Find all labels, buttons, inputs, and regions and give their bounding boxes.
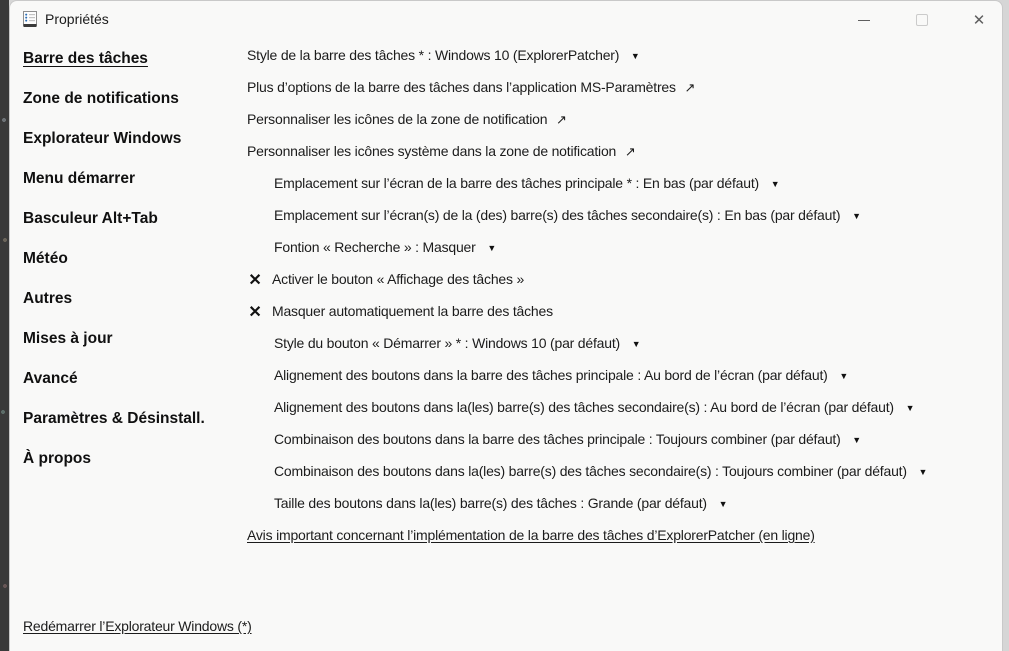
setting-value: En bas (par défaut)	[724, 207, 841, 223]
setting-label: Fontion « Recherche » :	[274, 239, 419, 255]
link-label: Personnaliser les icônes de la zone de notification	[247, 111, 548, 127]
setting-value: Toujours combiner (par défaut)	[655, 431, 841, 447]
dropdown-secondary-taskbar-location[interactable]	[247, 199, 1003, 231]
cross-icon: ✕	[248, 304, 262, 321]
setting-label: Taille des boutons dans la(les) barre(s) des tâches :	[274, 495, 585, 511]
external-link-icon: ↗	[556, 112, 567, 127]
setting-label: Emplacement sur l’écran de la barre des tâches principale * :	[274, 175, 640, 191]
setting-label: Alignement des boutons dans la(les) barre(s) des tâches secondaire(s) :	[274, 399, 708, 415]
dropdown-taskbar-button-size[interactable]	[247, 487, 1003, 519]
window-title: Propriétés	[45, 11, 109, 27]
link-label: Personnaliser les icônes système dans la zone de notification	[247, 143, 617, 159]
setting-value: Au bord de l’écran (par défaut)	[643, 367, 828, 383]
sidebar-item-avance[interactable]: Avancé	[23, 370, 78, 387]
title-bar[interactable]	[10, 1, 1002, 39]
setting-value: Grande (par défaut)	[587, 495, 707, 511]
maximize-button[interactable]	[907, 5, 937, 35]
settings-panel	[247, 39, 1003, 551]
external-link-icon: ↗	[684, 80, 696, 95]
chevron-down-icon: ▼	[852, 435, 861, 445]
setting-value: Windows 10 (par défaut)	[472, 335, 620, 351]
toggle-task-view-button[interactable]	[247, 263, 1003, 295]
close-button[interactable]	[964, 5, 994, 35]
sidebar	[23, 39, 243, 479]
link-label: Avis important concernant l’implémentation de la barre des tâches d’ExplorerPatcher (en ligne)	[247, 527, 815, 543]
properties-window	[9, 0, 1003, 651]
dropdown-start-button-style[interactable]	[247, 327, 1003, 359]
sidebar-item-explorateur-windows[interactable]: Explorateur Windows	[23, 130, 182, 147]
toggle-label: Activer le bouton « Affichage des tâches »	[272, 271, 525, 287]
toggle-label: Masquer automatiquement la barre des tâches	[272, 303, 553, 319]
chevron-down-icon: ▼	[918, 467, 928, 477]
setting-label: Combinaison des boutons dans la(les) barre(s) des tâches secondaire(s) :	[274, 463, 719, 479]
setting-value: Masquer	[422, 239, 476, 255]
setting-label: Combinaison des boutons dans la barre des tâches principale :	[274, 431, 653, 447]
external-link-icon: ↗	[624, 144, 636, 159]
chevron-down-icon: ▼	[631, 339, 641, 349]
link-ms-settings-taskbar-options[interactable]	[247, 71, 1003, 103]
restart-explorer-link[interactable]: Redémarrer l’Explorateur Windows (*)	[23, 618, 252, 634]
sidebar-item-zone-de-notifications[interactable]: Zone de notifications	[23, 90, 179, 107]
sidebar-item-meteo[interactable]: Météo	[23, 250, 68, 267]
chevron-down-icon: ▼	[905, 403, 915, 413]
setting-label: Alignement des boutons dans la barre des tâches principale :	[274, 367, 642, 383]
chevron-down-icon: ▼	[770, 179, 780, 189]
chevron-down-icon: ▼	[852, 211, 861, 221]
chevron-down-icon: ▼	[839, 371, 849, 381]
sidebar-item-barre-des-taches[interactable]: Barre des tâches	[23, 50, 148, 67]
setting-value: Windows 10 (ExplorerPatcher)	[434, 47, 620, 63]
setting-label: Style du bouton « Démarrer » * :	[274, 335, 469, 351]
setting-label: Emplacement sur l’écran(s) de la (des) barre(s) des tâches secondaire(s) :	[274, 207, 721, 223]
setting-value: En bas (par défaut)	[642, 175, 759, 191]
sidebar-item-autres[interactable]: Autres	[23, 290, 73, 307]
sidebar-item-menu-demarrer[interactable]: Menu démarrer	[23, 170, 135, 187]
toggle-auto-hide-taskbar[interactable]	[247, 295, 1003, 327]
cross-icon: ✕	[248, 272, 262, 289]
setting-value: Toujours combiner (par défaut)	[722, 463, 907, 479]
link-customize-notification-icons[interactable]	[247, 103, 1003, 135]
close-icon: ✕	[972, 11, 986, 29]
minimize-icon	[858, 20, 870, 21]
chevron-down-icon: ▼	[487, 243, 497, 253]
maximize-icon	[916, 14, 928, 26]
chevron-down-icon: ▼	[718, 499, 728, 509]
setting-value: Au bord de l’écran (par défaut)	[710, 399, 894, 415]
dropdown-primary-taskbar-combine[interactable]	[247, 423, 1003, 455]
sidebar-item-mises-a-jour[interactable]: Mises à jour	[23, 330, 113, 347]
link-customize-system-icons[interactable]	[247, 135, 1003, 167]
app-icon	[23, 11, 38, 28]
setting-label: Style de la barre des tâches * :	[247, 47, 432, 63]
dropdown-taskbar-style[interactable]	[247, 39, 1003, 71]
dropdown-secondary-taskbar-combine[interactable]	[247, 455, 1003, 487]
dropdown-secondary-taskbar-alignment[interactable]	[247, 391, 1003, 423]
sidebar-item-basculeur-alt-tab[interactable]: Basculeur Alt+Tab	[23, 210, 158, 227]
link-label: Plus d’options de la barre des tâches dans l’application MS-Paramètres	[247, 79, 676, 95]
dropdown-primary-taskbar-location[interactable]	[247, 167, 1003, 199]
link-important-notice[interactable]	[247, 519, 1003, 551]
dropdown-primary-taskbar-alignment[interactable]	[247, 359, 1003, 391]
dropdown-search-function[interactable]	[247, 231, 1003, 263]
desktop-background-strip	[0, 0, 9, 651]
sidebar-item-parametres-desinstall[interactable]: Paramètres & Désinstall.	[23, 410, 205, 427]
minimize-button[interactable]	[849, 5, 879, 35]
chevron-down-icon: ▼	[630, 51, 640, 61]
sidebar-item-a-propos[interactable]: À propos	[23, 450, 92, 467]
